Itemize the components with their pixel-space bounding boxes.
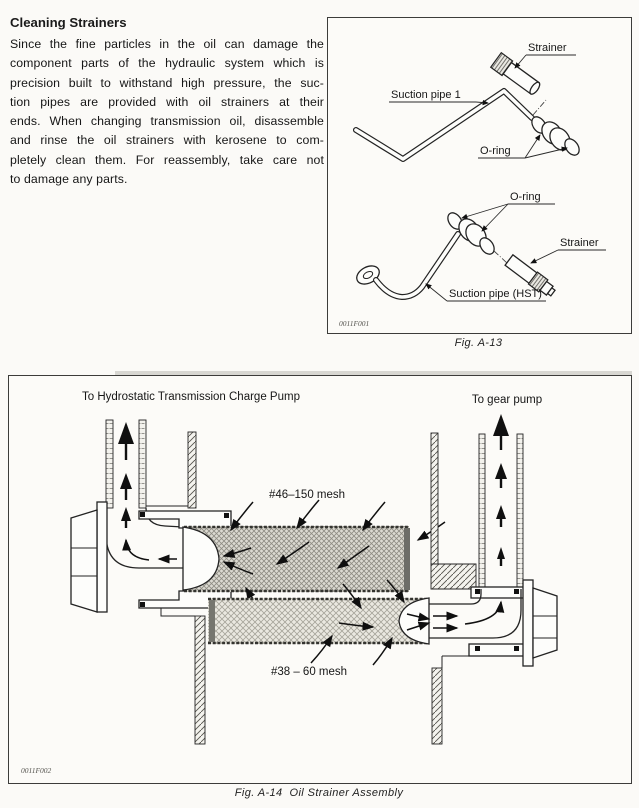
label-suction-pipe-1: Suction pipe 1 [391, 89, 461, 101]
article-line: pletely clean them. For reassembly, take care not [10, 152, 324, 167]
flow-arrows-up-right [493, 414, 509, 566]
hex-bolt-left [71, 502, 107, 612]
figure-a14-caption: Fig. A-14 Oil Strainer Assembly [234, 787, 404, 799]
article-line: component parts of the hydraulic system which is [10, 56, 324, 71]
label-coarse-mesh: #38 – 60 mesh [270, 666, 348, 678]
hex-bolt-right [523, 580, 557, 666]
label-suction-pipe-hst: Suction pipe (HST) [449, 288, 542, 300]
label-fine-mesh: #46–150 mesh [268, 489, 346, 501]
label-strainer-upper: Strainer [528, 42, 567, 54]
label-oring-upper: O-ring [480, 145, 511, 157]
article-line: precision built to withstand high pressure, the suc- [10, 75, 324, 90]
case-wall [195, 616, 205, 744]
article [10, 14, 324, 189]
case-wall [432, 668, 442, 744]
o-rings-lower [445, 210, 497, 257]
case-wall [431, 433, 438, 564]
pipe-wall [139, 420, 146, 508]
figure-a13-caption: Fig. A-13 [454, 337, 503, 349]
article-line: and rinse the oil strainers with kerosene to com- [10, 133, 324, 148]
suction-pipe-hst-drawing [354, 191, 606, 301]
article-line: tion pipes are provided with oil strainers at their [10, 94, 324, 109]
label-to-charge-pump: To Hydrostatic Transmission Charge Pump [82, 391, 300, 403]
suction-pipe-1-drawing [356, 42, 582, 159]
photo-code: 0011F001 [339, 319, 370, 328]
figure-a14 [8, 375, 632, 784]
figure-a13 [327, 17, 632, 334]
o-rings-upper [529, 114, 582, 158]
flange [139, 511, 231, 528]
article-heading: Cleaning Strainers [10, 15, 127, 30]
strainer-upper [491, 53, 543, 98]
photo-code: 0011F002 [21, 766, 52, 775]
article-line: to damage any parts. [10, 172, 128, 187]
article-line: ends. When changing transmission oil, disassemble [10, 114, 324, 129]
flow-arrows-up-left [118, 422, 134, 528]
label-oring-lower: O-ring [510, 191, 541, 203]
label-strainer-lower: Strainer [560, 237, 599, 249]
fig-a13-drawing [328, 18, 629, 331]
pipe-wall [517, 434, 523, 589]
gear-pump-assembly [429, 414, 557, 744]
pipe-wall [479, 434, 485, 589]
article-line: Since the fine particles in the oil can damage the [10, 37, 324, 51]
fig-a14-drawing [9, 376, 629, 781]
pipe-wall [106, 420, 113, 508]
fine-mesh-strainer [126, 489, 445, 612]
case-wall [188, 432, 196, 508]
coarse-mesh-strainer [208, 580, 429, 678]
label-to-gear-pump: To gear pump [471, 394, 543, 406]
